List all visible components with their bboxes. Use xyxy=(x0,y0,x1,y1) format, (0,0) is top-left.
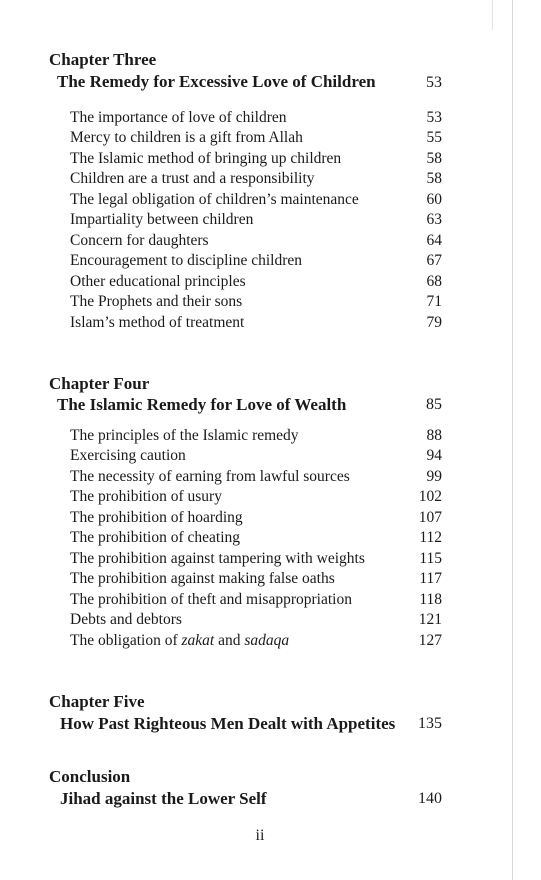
toc-entry-page: 117 xyxy=(419,570,442,587)
conclusion-label: Conclusion xyxy=(49,767,131,786)
toc-entry-page: 53 xyxy=(426,109,442,126)
toc-entry: Encouragement to discipline children xyxy=(70,252,302,269)
toc-entry-zakat xyxy=(70,631,289,651)
toc-entry-page: 102 xyxy=(418,488,442,505)
toc-entry-page: 67 xyxy=(426,252,442,269)
toc-entry: The legal obligation of children’s maintenance xyxy=(70,191,359,208)
page-number: ii xyxy=(255,827,265,844)
toc-entry: Islam’s method of treatment xyxy=(70,314,245,331)
toc-entry-page: 94 xyxy=(426,447,442,464)
chapter-five-page: 135 xyxy=(418,715,442,732)
toc-entry-page: 58 xyxy=(426,170,442,187)
toc-entry-page: 79 xyxy=(426,314,442,331)
toc-entry: Impartiality between children xyxy=(70,211,254,228)
toc-entry-page: 63 xyxy=(426,211,442,228)
page-edge-line xyxy=(512,0,513,880)
toc-entry-page: 127 xyxy=(418,632,442,649)
toc-entry-page: 115 xyxy=(419,550,442,567)
toc-entry: The principles of the Islamic remedy xyxy=(70,427,299,444)
toc-entry: Debts and debtors xyxy=(70,611,182,628)
chapter-four-title: The Islamic Remedy for Love of Wealth xyxy=(57,395,347,414)
toc-entry-italic-zakat: zakat xyxy=(181,632,215,649)
toc-entry: The prohibition of theft and misappropriation xyxy=(70,591,352,608)
toc-entry: The prohibition against making false oaths xyxy=(70,570,335,587)
toc-entry-page: 107 xyxy=(418,509,442,526)
toc-entry: Concern for daughters xyxy=(70,232,209,249)
toc-entry: Exercising caution xyxy=(70,447,186,464)
toc-entry-page: 71 xyxy=(426,293,442,310)
toc-entry: The importance of love of children xyxy=(70,109,287,126)
chapter-five-label: Chapter Five xyxy=(49,692,145,711)
toc-entry-page: 121 xyxy=(418,611,442,628)
chapter-five-title: How Past Righteous Men Dealt with Appetites xyxy=(60,714,396,733)
chapter-three-title: The Remedy for Excessive Love of Children xyxy=(57,72,376,91)
toc-entry-page: 58 xyxy=(426,150,442,167)
toc-entry: The prohibition of hoarding xyxy=(70,509,243,526)
toc-entry-page: 99 xyxy=(426,468,442,485)
conclusion-title: Jihad against the Lower Self xyxy=(60,789,267,808)
conclusion-page: 140 xyxy=(418,790,442,807)
toc-entry-italic-sadaqa: sadaqa xyxy=(244,632,290,649)
toc-entry: The necessity of earning from lawful sources xyxy=(70,468,350,485)
page-edge-mark xyxy=(492,0,493,30)
toc-entry-page: 68 xyxy=(426,273,442,290)
toc-entry-join: and xyxy=(214,632,245,649)
toc-entry-page: 55 xyxy=(426,129,442,146)
toc-entry: The prohibition of usury xyxy=(70,488,222,505)
toc-entry-page: 118 xyxy=(419,591,442,608)
toc-entry: The Islamic method of bringing up children xyxy=(70,150,342,167)
toc-entry: Children are a trust and a responsibility xyxy=(70,170,315,187)
toc-entry: The Prophets and their sons xyxy=(70,293,243,310)
toc-entry-page: 88 xyxy=(426,427,442,444)
toc-entry-page: 112 xyxy=(419,529,442,546)
chapter-three-page: 53 xyxy=(426,74,442,91)
toc-entry: The prohibition of cheating xyxy=(70,529,241,546)
chapter-four-page: 85 xyxy=(426,396,442,413)
toc-entry: The prohibition against tampering with weights xyxy=(70,550,365,567)
toc-entry-page: 60 xyxy=(426,191,442,208)
chapter-three-label: Chapter Three xyxy=(49,50,157,69)
toc-entry-page: 64 xyxy=(426,232,442,249)
toc-entry: Mercy to children is a gift from Allah xyxy=(70,129,303,146)
toc-entry: Other educational principles xyxy=(70,273,246,290)
chapter-four-label: Chapter Four xyxy=(49,374,150,393)
toc-entry-text: The obligation of xyxy=(70,632,178,649)
